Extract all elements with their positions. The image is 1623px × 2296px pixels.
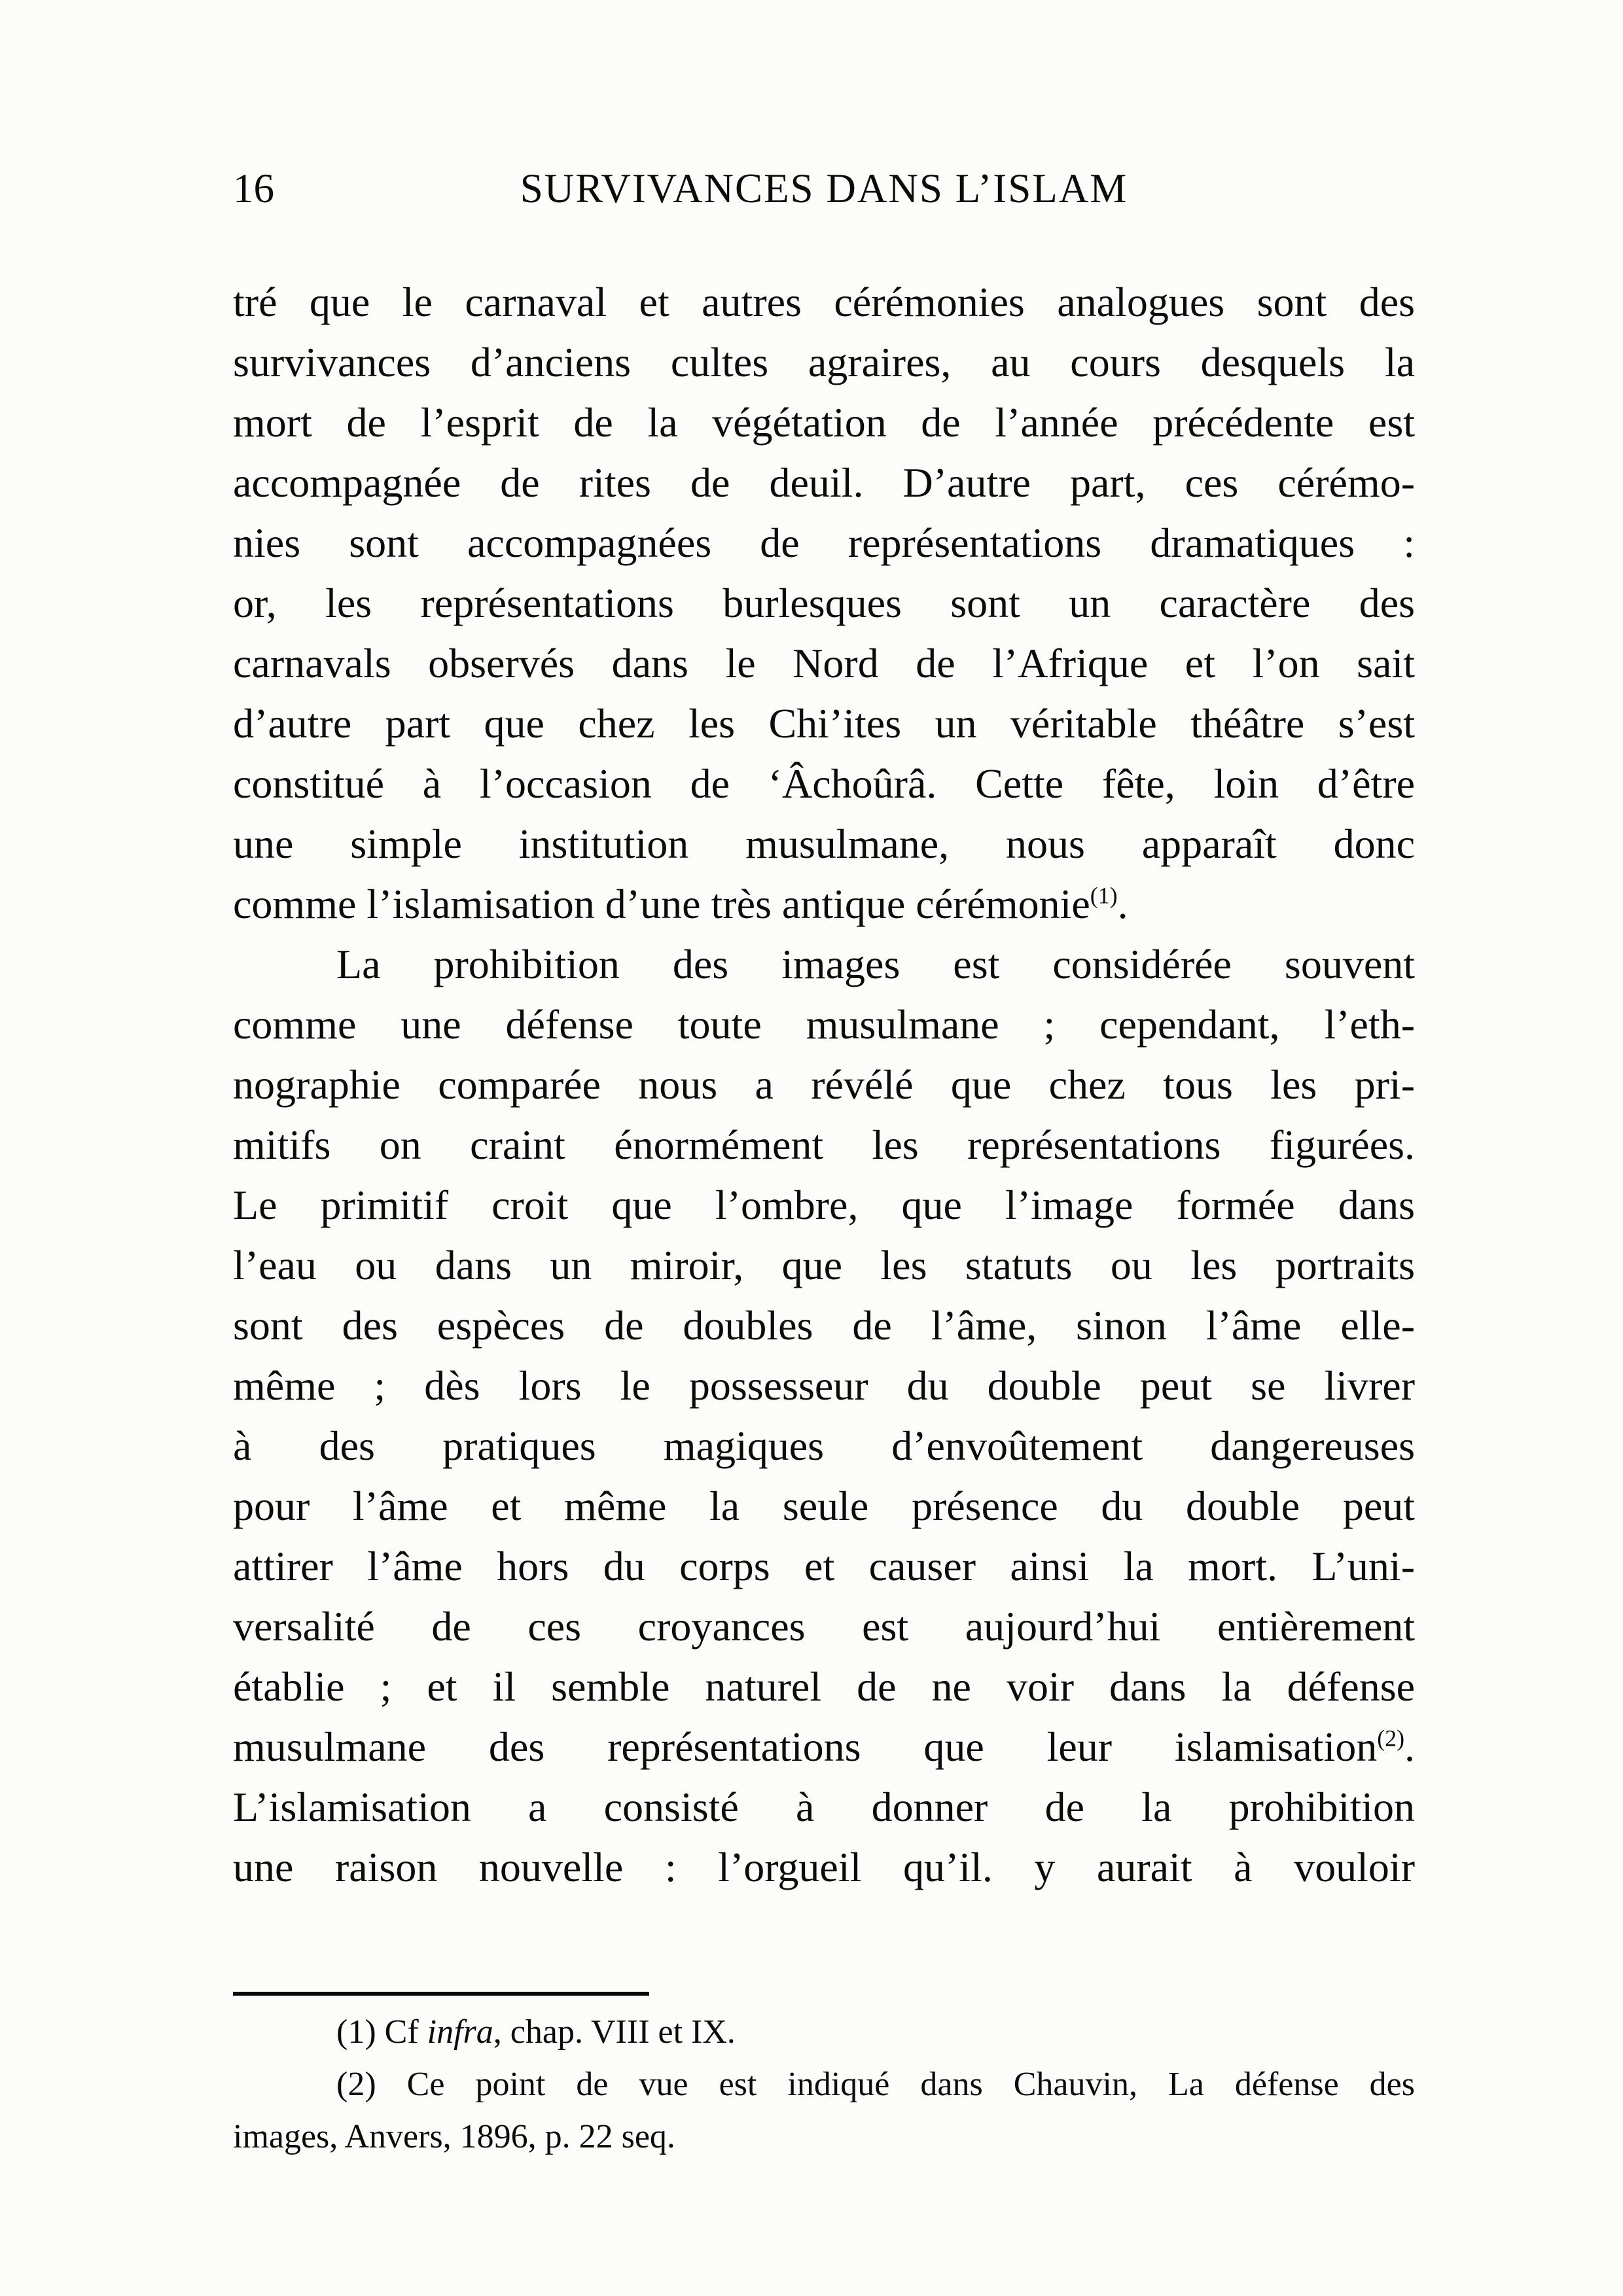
page-number: 16 — [233, 166, 274, 211]
text-segment: Le primitif croit que l’ombre, que l’image formée dans — [233, 1182, 1415, 1228]
text-line — [233, 1055, 1415, 1115]
text-line — [233, 814, 1415, 874]
footnote-marker: (1) — [1090, 882, 1118, 909]
text-line — [233, 1717, 1415, 1777]
text-segment: versalité de ces croyances est aujourd’hui entièrement — [233, 1603, 1415, 1650]
text-line — [233, 2006, 1415, 2058]
text-line — [233, 2111, 1415, 2163]
text-segment: . — [1404, 1723, 1415, 1770]
text-line — [233, 1837, 1415, 1898]
footnotes — [233, 2006, 1415, 2163]
italic-text: infra — [427, 2013, 493, 2051]
text-segment: images, Anvers, 1896, p. 22 seq. — [233, 2118, 675, 2155]
text-segment: or, les représentations burlesques sont un caractère des — [233, 580, 1415, 626]
text-segment: nographie comparée nous a révélé que chez tous les pri- — [233, 1061, 1415, 1108]
text-line — [233, 453, 1415, 513]
text-line — [233, 874, 1415, 934]
text-segment: nies sont accompagnées de représentations dramatiques : — [233, 520, 1415, 566]
text-line — [233, 1476, 1415, 1536]
text-segment: musulmane des représentations que leur islamisation — [233, 1723, 1378, 1770]
footnote-rule — [233, 1992, 649, 1996]
text-segment: La prohibition des images est considérée souvent — [336, 941, 1415, 987]
text-segment: comme une défense toute musulmane ; cependant, l’eth- — [233, 1001, 1415, 1048]
text-line — [233, 573, 1415, 633]
text-line — [233, 934, 1415, 995]
text-line — [233, 1657, 1415, 1717]
text-line — [233, 513, 1415, 573]
footnote-marker: (2) — [1377, 1725, 1404, 1752]
text-segment: attirer l’âme hors du corps et causer ainsi la mort. L’uni- — [233, 1543, 1415, 1589]
text-segment: d’autre part que chez les Chi’ites un véritable théâtre s’est — [233, 700, 1415, 747]
text-segment: (2) Ce point de vue est indiqué dans Chauvin, La défense des — [336, 2066, 1415, 2103]
text-line — [233, 633, 1415, 694]
text-segment: mitifs on craint énormément les représentations figurées. — [233, 1122, 1415, 1168]
text-line — [233, 332, 1415, 393]
text-line — [233, 1235, 1415, 1296]
text-line — [233, 272, 1415, 332]
text-segment: mort de l’esprit de la végétation de l’année précédente est — [233, 399, 1415, 446]
text-segment: l’eau ou dans un miroir, que les statuts ou les portraits — [233, 1242, 1415, 1288]
text-segment: (1) Cf — [336, 2013, 427, 2051]
text-segment: une simple institution musulmane, nous apparaît donc — [233, 821, 1415, 867]
running-title: SURVIVANCES DANS L’ISLAM — [520, 166, 1128, 211]
page-header — [233, 165, 1415, 224]
text-segment: même ; dès lors le possesseur du double peut se livrer — [233, 1362, 1415, 1409]
text-line — [233, 2058, 1415, 2111]
text-segment: L’islamisation a consisté à donner de la prohibition — [233, 1784, 1415, 1830]
text-line — [233, 1536, 1415, 1597]
text-segment: une raison nouvelle : l’orgueil qu’il. y aurait à vouloir — [233, 1844, 1415, 1890]
text-line — [233, 1356, 1415, 1416]
text-segment: carnavals observés dans le Nord de l’Afrique et l’on sait — [233, 640, 1415, 686]
text-line — [233, 995, 1415, 1055]
text-line — [233, 393, 1415, 453]
text-segment: à des pratiques magiques d’envoûtement dangereuses — [233, 1422, 1415, 1469]
text-line — [233, 1597, 1415, 1657]
text-line — [233, 1175, 1415, 1235]
text-line — [233, 1296, 1415, 1356]
text-line — [233, 694, 1415, 754]
text-segment: comme l’islamisation d’une très antique cérémonie — [233, 881, 1090, 927]
text-segment: tré que le carnaval et autres cérémonies analogues sont des — [233, 279, 1415, 325]
text-segment: . — [1117, 881, 1128, 927]
text-line — [233, 1416, 1415, 1476]
text-segment: survivances d’anciens cultes agraires, au cours desquels la — [233, 339, 1415, 385]
text-line — [233, 1777, 1415, 1837]
text-line — [233, 754, 1415, 814]
text-segment: , chap. VIII et IX. — [493, 2013, 736, 2051]
body-text — [233, 272, 1415, 1898]
text-segment: pour l’âme et même la seule présence du double peut — [233, 1483, 1415, 1529]
text-segment: accompagnée de rites de deuil. D’autre part, ces cérémo- — [233, 459, 1415, 506]
text-segment: sont des espèces de doubles de l’âme, sinon l’âme elle- — [233, 1302, 1415, 1349]
text-segment: constitué à l’occasion de ‘Âchoûrâ. Cette fête, loin d’être — [233, 760, 1415, 807]
text-line — [233, 1115, 1415, 1175]
text-segment: établie ; et il semble naturel de ne voir dans la défense — [233, 1663, 1415, 1710]
